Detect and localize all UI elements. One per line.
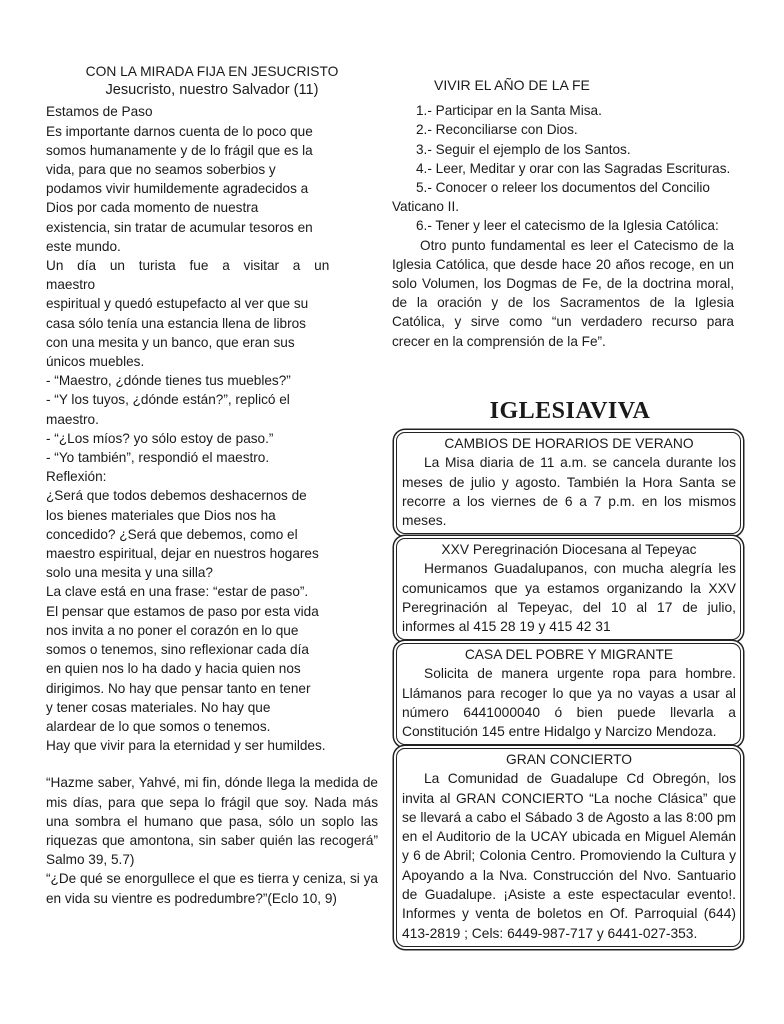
text-line: somos humanamente y de lo frágil que es la bbox=[46, 142, 313, 158]
article-subtitle: Jesucristo, nuestro Salvador (11) bbox=[105, 82, 319, 99]
text-line: - “Y los tuyos, ¿dónde están?”, replicó el bbox=[46, 392, 290, 408]
text-line: maestro espiritual, dejar en nuestros hogares bbox=[46, 546, 319, 562]
text-line: en quien nos lo ha dado y hacia quien nos bbox=[46, 661, 301, 677]
text-line: dirigimos. No hay que pensar tanto en tener bbox=[46, 680, 311, 696]
article-body bbox=[46, 102, 378, 755]
list-item: 4.- Leer, Meditar y orar con las Sagradas Escrituras. bbox=[416, 160, 731, 176]
list-item: 1.- Participar en la Santa Misa. bbox=[416, 103, 602, 119]
notice-body: La Comunidad de Guadalupe Cd Obregón, los invita al GRAN CONCIERTO “La noche Clásica” que se llevará a cabo el Sábado 3 de Agosto a las 8:00 pm en el Auditorio de la UCAY ubicada en Miguel Alemán y 6 de Abril; Colonia Centro. Promoviendo la Cultura y Apoyando a la Nva. Construcción del Nvo. Santuario de Guadalupe. ¡Asiste a este espectacular evento!. Informes y venta de boletos en Of. Parroquial (644) 413-2819 ; Cels: 6449-987-717 y 6441-027-353. bbox=[402, 771, 736, 941]
notice-box-summer-schedule bbox=[396, 432, 741, 534]
text-line: - “Maestro, ¿dónde tienes tus muebles?” bbox=[46, 373, 291, 389]
text-line: podamos vivir humildemente agradecidos a bbox=[46, 181, 309, 197]
psalm-quote: “Hazme saber, Yahvé, mi fin, dónde llega la medida de mis días, para que sepa lo frágil que soy. Nada más una sombra el humano que pasa, sólo un soplo las riquezas que amontona, sin saber quién las recogerá” Salmo 39, 5.7) bbox=[46, 775, 378, 868]
text-line: existencia, sin tratar de acumular tesoros en bbox=[46, 219, 313, 235]
list-item: 5.- Conocer o releer los documentos del Concilio Vaticano II. bbox=[392, 180, 710, 215]
iglesia-viva-heading: IGLESIAVIVA bbox=[489, 398, 651, 424]
text-line: Reflexión: bbox=[46, 469, 107, 485]
ecclesiasticus-quote: “¿De qué se enorgullece el que es tierra y ceniza, si ya en vida su vientre es podredumbre?”(Eclo 10, 9) bbox=[46, 871, 378, 906]
notice-title: CASA DEL POBRE Y MIGRANTE bbox=[464, 647, 674, 662]
text-line: únicos muebles. bbox=[46, 354, 145, 370]
text-line: este mundo. bbox=[46, 238, 121, 254]
text-line: Es importante darnos cuenta de lo poco que bbox=[46, 123, 313, 139]
text-line: espiritual y quedó estupefacto al ver que su bbox=[46, 296, 309, 312]
article-title: CON LA MIRADA FIJA EN JESUCRISTO bbox=[85, 64, 339, 79]
notice-title: XXV Peregrinación Diocesana al Tepeyac bbox=[441, 542, 697, 557]
right-column bbox=[392, 76, 734, 351]
text-line: con una mesita y un banco, que eran sus bbox=[46, 334, 295, 350]
notice-box-concert bbox=[396, 748, 741, 947]
notice-title: GRAN CONCIERTO bbox=[506, 752, 632, 767]
notice-body: La Misa diaria de 11 a.m. se cancela durante los meses de julio y agosto. También la Hora Santa se recorre a los viernes de 6 a 7 p.m. en los mismos meses. bbox=[402, 455, 736, 529]
text-line: La clave está en una frase: “estar de paso”. bbox=[46, 584, 309, 600]
text-line: - “Yo también”, respondió el maestro. bbox=[46, 450, 270, 466]
notice-box-pilgrimage bbox=[396, 538, 741, 640]
text-line: Dios por cada momento de nuestra bbox=[46, 200, 259, 216]
notice-box-migrant-house bbox=[396, 643, 741, 745]
text-line: solo una mesita y una silla? bbox=[46, 565, 213, 581]
notice-title: CAMBIOS DE HORARIOS DE VERANO bbox=[444, 436, 694, 451]
list-item: 2.- Reconciliarse con Dios. bbox=[416, 122, 578, 138]
text-line: Un día un turista fue a visitar a un maestro bbox=[46, 258, 330, 293]
year-of-faith-title: VIVIR EL AÑO DE LA FE bbox=[434, 77, 590, 93]
text-line: Estamos de Paso bbox=[46, 104, 153, 120]
catechism-paragraph: Otro punto fundamental es leer el Catecismo de la Iglesia Católica, que desde hace 20 años recoge, en un solo Volumen, los Dogmas de Fe, de la doctrina moral, de la oración y de los Sacramentos de la Iglesia Católica, y sirve como “un verdadero recurso para crecer en la comprensión de la Fe”. bbox=[392, 237, 734, 349]
text-line: somos o tenemos, sino reflexionar cada día bbox=[46, 642, 309, 658]
text-line: los bienes materiales que Dios nos ha bbox=[46, 507, 276, 523]
text-line: maestro. bbox=[46, 411, 99, 427]
left-column bbox=[46, 62, 378, 908]
list-item: 6.- Tener y leer el catecismo de la Iglesia Católica: bbox=[416, 218, 719, 234]
notice-body: Solicita de manera urgente ropa para hombre. Llámanos para recoger lo que ya no vayas a usar al número 6441000040 ó bien puede llevarla a Constitución 145 entre Hidalgo y Narcizo Mendoza. bbox=[402, 666, 736, 740]
list-item: 3.- Seguir el ejemplo de los Santos. bbox=[416, 141, 631, 157]
text-line: ¿Será que todos debemos deshacernos de bbox=[46, 488, 307, 504]
text-line: y tener cosas materiales. No hay que bbox=[46, 699, 271, 715]
notice-body: Hermanos Guadalupanos, con mucha alegría les comunicamos que ya estamos organizando la XXV Peregrinación al Tepeyac, del 10 al 17 de julio, informes al 415 28 19 y 415 42 31 bbox=[402, 561, 736, 635]
text-line: concedido? ¿Será que debemos, como el bbox=[46, 526, 298, 542]
text-line: vida, para que no seamos soberbios y bbox=[46, 162, 276, 178]
text-line: alardear de lo que somos o tenemos. bbox=[46, 718, 271, 734]
text-line: casa sólo tenía una estancia llena de libros bbox=[46, 315, 306, 331]
text-line: El pensar que estamos de paso por esta vida bbox=[46, 603, 319, 619]
text-line: - “¿Los míos? yo sólo estoy de paso.” bbox=[46, 430, 274, 446]
text-line: Hay que vivir para la eternidad y ser humildes. bbox=[46, 738, 326, 754]
text-line: nos invita a no poner el corazón en lo que bbox=[46, 622, 299, 638]
